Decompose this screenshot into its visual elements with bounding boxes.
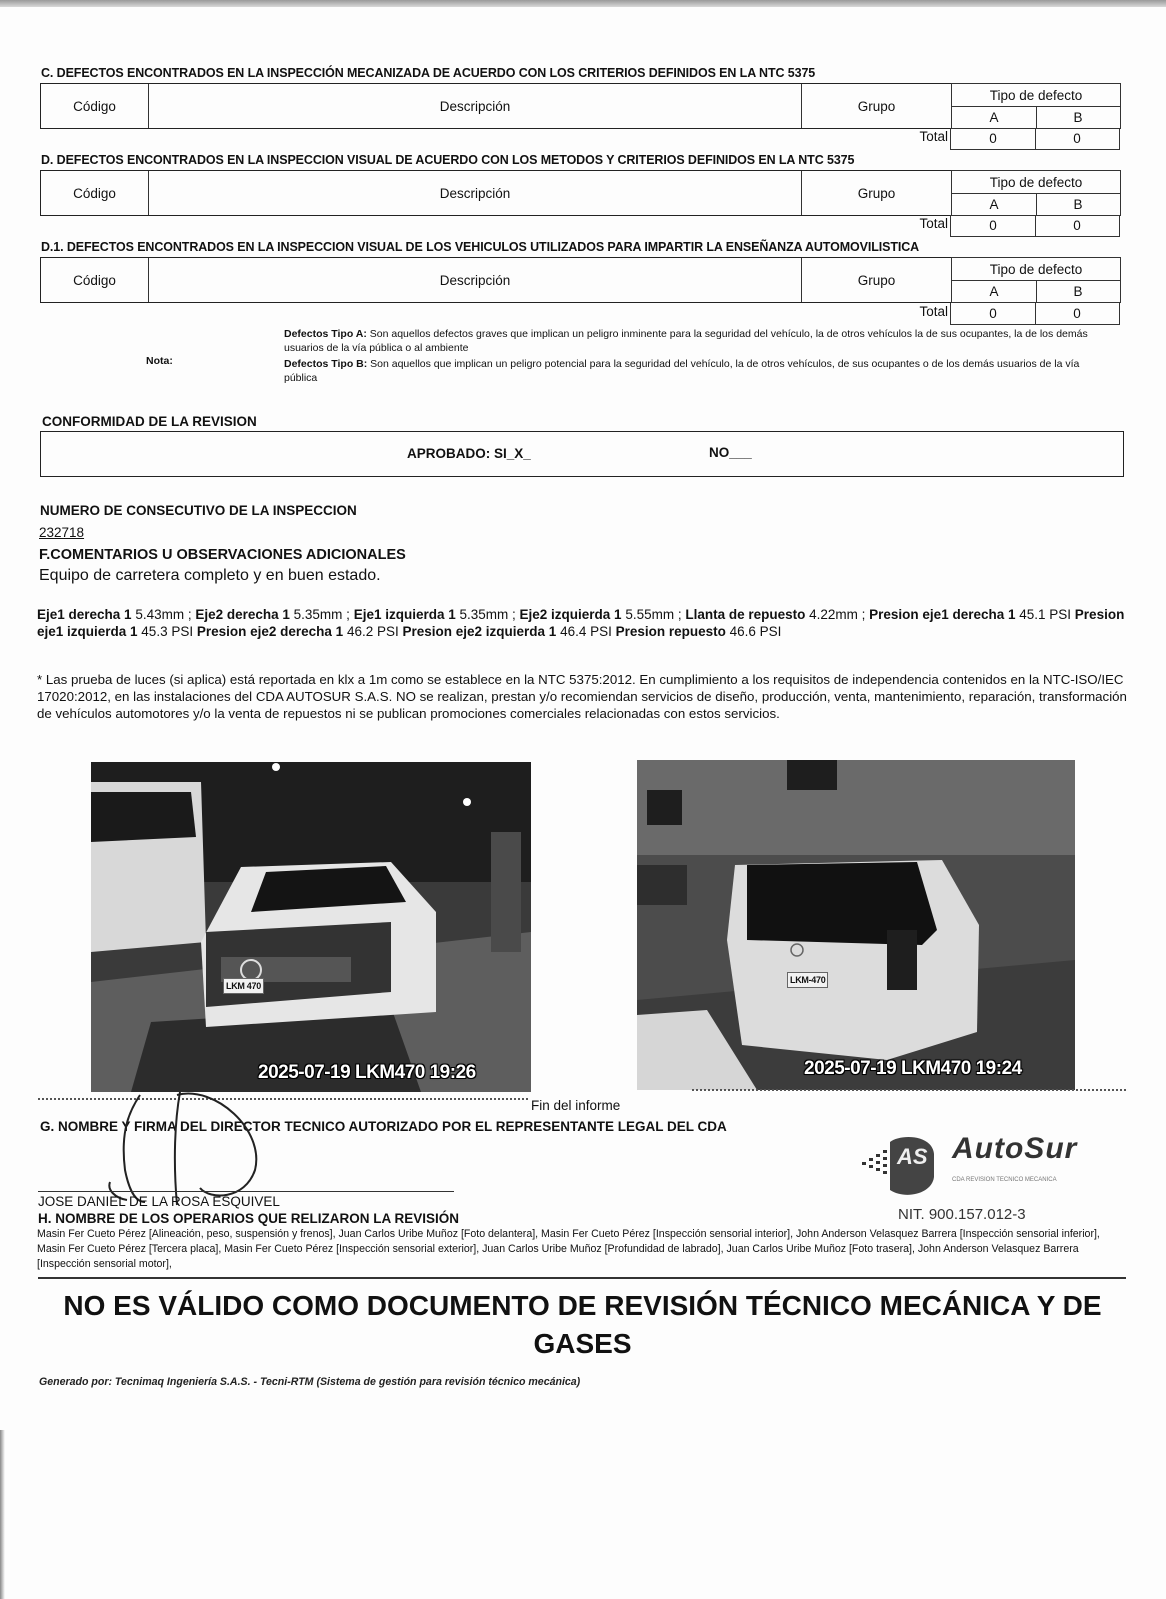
total-a: 0 bbox=[951, 215, 1036, 236]
logo-initials: AS bbox=[897, 1144, 928, 1169]
note-label: Nota: bbox=[146, 355, 173, 367]
measurement-value: 5.35mm ; bbox=[289, 607, 354, 622]
section-c-totals bbox=[950, 128, 1120, 150]
director-title: G. NOMBRE Y FIRMA DEL DIRECTOR TECNICO AUTORIZADO POR EL REPRESENTANTE LEGAL DEL CDA bbox=[40, 1119, 727, 1134]
col-b: B bbox=[1073, 109, 1083, 125]
total-label: Total bbox=[919, 216, 948, 231]
total-label: Total bbox=[919, 129, 948, 144]
defect-type-label: Tipo de defecto bbox=[952, 84, 1120, 107]
note-type-a bbox=[284, 327, 1114, 355]
rear-photo bbox=[637, 760, 1075, 1090]
comments-text: Equipo de carretera completo y en buen estado. bbox=[39, 567, 381, 584]
nit: NIT. 900.157.012-3 bbox=[898, 1206, 1026, 1223]
measurement-value: 5.55mm ; bbox=[621, 607, 686, 622]
rear-photo-timestamp: 2025-07-19 LKM470 19:24 bbox=[804, 1058, 1022, 1079]
approved-no: NO___ bbox=[709, 445, 752, 460]
measurement-label: Eje2 izquierda 1 bbox=[519, 607, 622, 622]
col-code: Código bbox=[41, 171, 149, 215]
col-group: Grupo bbox=[857, 185, 896, 201]
director-name: JOSE DANIEL DE LA ROSA ESQUIVEL bbox=[38, 1194, 280, 1209]
measurement-label: Presion repuesto bbox=[615, 624, 726, 639]
front-photo bbox=[91, 762, 531, 1092]
approved-yes: APROBADO: SI_X_ bbox=[407, 446, 531, 461]
logo-tagline: CDA REVISION TECNICO MECANICA bbox=[952, 1177, 1057, 1183]
operators-list: Masin Fer Cueto Pérez [Alineación, peso, suspensión y frenos], Juan Carlos Uribe Muñoz [Foto delantera], Masin Fer Cueto Pérez [Inspección sensorial interior], John Anderson Velasquez Barrera [Inspección sensorial inferior], Masin Fer Cueto Pérez [Tercera placa], Masin Fer Cueto Pérez [Inspección sensorial exterior], Juan Carlos Uribe Muñoz [Profundidad de labrado], Juan Carlos Uribe Muñoz [Foto trasera], John Anderson Velasquez Barrera [Inspección sensorial motor], bbox=[37, 1228, 1100, 1270]
col-code: Código bbox=[41, 258, 149, 302]
section-d-totals bbox=[950, 215, 1120, 237]
total-b: 0 bbox=[1073, 218, 1081, 233]
total-label: Total bbox=[919, 304, 948, 319]
total-b: 0 bbox=[1073, 306, 1081, 321]
col-description: Descripción bbox=[149, 84, 802, 128]
defect-type-label: Tipo de defecto bbox=[952, 258, 1120, 281]
defect-type-label: Tipo de defecto bbox=[952, 171, 1120, 194]
col-description: Descripción bbox=[149, 258, 802, 302]
measurement-label: Eje1 izquierda 1 bbox=[353, 607, 456, 622]
total-a: 0 bbox=[951, 128, 1036, 149]
measurement-value: 45.3 PSI bbox=[137, 624, 197, 639]
divider-bottom bbox=[38, 1277, 1126, 1279]
front-van-image bbox=[91, 762, 531, 1092]
divider-right bbox=[692, 1089, 1126, 1091]
measurement-value: 5.43mm ; bbox=[131, 607, 196, 622]
conformity-box bbox=[40, 431, 1124, 477]
total-a: 0 bbox=[951, 303, 1036, 324]
section-c-title: C. DEFECTOS ENCONTRADOS EN LA INSPECCIÓN MECANIZADA DE ACUERDO CON LOS CRITERIOS DEFINIDOS EN LA NTC 5375 bbox=[41, 65, 816, 80]
section-d-title: D. DEFECTOS ENCONTRADOS EN LA INSPECCION VISUAL DE ACUERDO CON LOS METODOS Y CRITERIOS DEFINIDOS EN LA NTC 5375 bbox=[41, 152, 855, 167]
measurement-label: Presion eje2 derecha 1 bbox=[196, 624, 344, 639]
type-b-label: Defectos Tipo B: bbox=[284, 358, 368, 370]
consecutive-number: 232718 bbox=[39, 525, 85, 540]
front-license-plate: LKM 470 bbox=[223, 978, 264, 994]
disclaimer: * Las prueba de luces (si aplica) está reportada en klx a 1m como se establece en la NTC 5375:2012. En cumplimiento a los requisitos de independencia contenidos en la NTC-ISO/IEC 17020:2012, en las instalaciones del CDA AUTOSUR S.A.S. NO se realizan, prestan y/o recomiendan servicios de diseño, producción, venta, mantenimiento, reparación, transformación de vehículos automotores y/o la venta de repuestos ni se publican promociones comerciales relacionadas con estos servicios. bbox=[37, 672, 1127, 721]
operators-title: H. NOMBRE DE LOS OPERARIOS QUE RELIZARON LA REVISIÓN bbox=[38, 1211, 460, 1226]
measurement-label: Eje1 derecha 1 bbox=[37, 607, 132, 622]
col-description: Descripción bbox=[149, 171, 802, 215]
measurement-label: Presion eje1 derecha 1 bbox=[869, 607, 1016, 622]
rear-license-plate: LKM-470 bbox=[787, 972, 828, 988]
measurement-value: 4.22mm ; bbox=[805, 607, 870, 622]
type-b-text: Son aquellos que implican un peligro potencial para la seguridad del vehículo, la de otros vehículos, de sus ocupantes o de los demás usuarios de la vía pública bbox=[284, 358, 1080, 384]
measurement-value: 46.6 PSI bbox=[725, 624, 782, 639]
conformity-title: CONFORMIDAD DE LA REVISION bbox=[42, 414, 257, 429]
measurement-value: 5.35mm ; bbox=[455, 607, 520, 622]
signature bbox=[105, 1090, 285, 1210]
measurement-label: Presion eje1 izquierda 1 bbox=[37, 607, 1125, 639]
measurements bbox=[37, 606, 1127, 640]
col-a: A bbox=[952, 193, 1037, 215]
validity-banner: NO ES VÁLIDO COMO DOCUMENTO DE REVISIÓN TÉCNICO MECÁNICA Y DE GASES bbox=[63, 1290, 1102, 1359]
measurement-value: 46.4 PSI bbox=[556, 624, 616, 639]
note-type-b bbox=[284, 357, 1114, 385]
defect-type-header bbox=[951, 83, 1121, 129]
type-a-text: Son aquellos defectos graves que implican un peligro inminente para la seguridad del vehículo, la de otros vehículos la de sus ocupantes, la de los demás usuarios de la vía pública o al ambiente bbox=[284, 328, 1088, 354]
defect-type-header bbox=[951, 257, 1121, 303]
section-d1-totals bbox=[950, 303, 1120, 325]
measurement-value: 46.2 PSI bbox=[343, 624, 403, 639]
col-code: Código bbox=[41, 84, 149, 128]
total-b: 0 bbox=[1073, 131, 1081, 146]
type-a-label: Defectos Tipo A: bbox=[284, 328, 367, 340]
col-a: A bbox=[952, 280, 1037, 302]
measurement-label: Llanta de repuesto bbox=[685, 607, 806, 622]
defect-type-header bbox=[951, 170, 1121, 216]
measurement-value: 45.1 PSI bbox=[1015, 607, 1075, 622]
end-of-report: Fin del informe bbox=[531, 1098, 621, 1113]
col-a: A bbox=[952, 106, 1037, 128]
signature-line bbox=[38, 1191, 454, 1192]
col-group: Grupo bbox=[857, 272, 896, 288]
autosur-logo bbox=[860, 1132, 1078, 1202]
generated-by: Generado por: Tecnimaq Ingeniería S.A.S. - Tecni-RTM (Sistema de gestión para revisión técnico mecánica) bbox=[39, 1376, 581, 1388]
section-c-table bbox=[40, 83, 1119, 129]
section-d1-title: D.1. DEFECTOS ENCONTRADOS EN LA INSPECCION VISUAL DE LOS VEHICULOS UTILIZADOS PARA IMPARTIR LA ENSEÑANZA AUTOMOVILISTICA bbox=[41, 239, 920, 254]
scan-shadow bbox=[0, 1430, 5, 1599]
col-b: B bbox=[1073, 196, 1083, 212]
rear-van-image bbox=[637, 760, 1075, 1090]
measurement-label: Eje2 derecha 1 bbox=[195, 607, 290, 622]
measurement-label: Presion eje2 izquierda 1 bbox=[402, 624, 557, 639]
consecutive-title: NUMERO DE CONSECUTIVO DE LA INSPECCION bbox=[40, 503, 357, 518]
comments-title: F.COMENTARIOS U OBSERVACIONES ADICIONALES bbox=[39, 547, 406, 563]
scan-edge bbox=[0, 0, 1166, 7]
logo-brand: AutoSur bbox=[952, 1132, 1078, 1165]
front-photo-timestamp: 2025-07-19 LKM470 19:26 bbox=[258, 1062, 476, 1083]
section-d-table bbox=[40, 170, 1119, 216]
section-d1-table bbox=[40, 257, 1119, 303]
col-group: Grupo bbox=[857, 98, 896, 114]
col-b: B bbox=[1073, 283, 1083, 299]
